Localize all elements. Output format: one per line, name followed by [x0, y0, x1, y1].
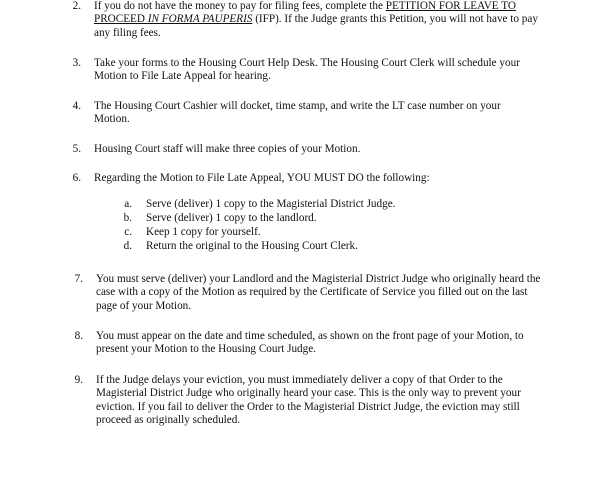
- item-text: [94, 0, 539, 40]
- sub-list-item: [0, 198, 612, 212]
- item-number: 5.: [72, 143, 81, 155]
- sub-item-letter: d.: [123, 240, 132, 252]
- item-text: The Housing Court Cashier will docket, time stamp, and write the LT case number on your Motion.: [94, 100, 501, 126]
- sub-item-letter: b.: [123, 212, 132, 224]
- item-number: 4.: [72, 100, 81, 112]
- item-text: Take your forms to the Housing Court Help Desk. The Housing Court Clerk will schedule your Motion to File Late Appeal for hearing.: [94, 57, 520, 83]
- sub-item-letter: c.: [124, 226, 132, 238]
- item-number: 6.: [72, 172, 81, 184]
- item-text: If the Judge delays your eviction, you must immediately deliver a copy of that Order to the Magisterial District Judge who originally heard your case. This is the only way to prevent your eviction. If you fail to deliver the Order to the Magisterial District Judge, the eviction may still proceed as originally scheduled.: [96, 374, 521, 427]
- item-text-part: If you do not have the money to pay for filing fees, complete the: [94, 0, 386, 12]
- item-text: You must appear on the date and time scheduled, as shown on the front page of your Motion, to present your Motion to the Housing Court Judge.: [96, 330, 524, 356]
- item-text-part: (IFP). If the Judge grants this Petition, you will not have to pay any filing fees.: [94, 13, 538, 39]
- item-text: Housing Court staff will make three copies of your Motion.: [94, 143, 361, 155]
- item-number: 9.: [74, 374, 83, 386]
- item-text: You must serve (deliver) your Landlord and the Magisterial District Judge who originally heard the case with a copy of the Motion as required by the Certificate of Service you filled out on the last page of your Motion.: [96, 273, 541, 312]
- item-text: Regarding the Motion to File Late Appeal, YOU MUST DO the following:: [94, 172, 430, 184]
- sub-item-text: Serve (deliver) 1 copy to the Magisterial District Judge.: [146, 198, 396, 210]
- item-number: 3.: [72, 57, 81, 69]
- sub-item-text: Return the original to the Housing Court Clerk.: [146, 240, 358, 252]
- item-number: 2.: [72, 0, 81, 12]
- sub-list-item: [0, 212, 612, 226]
- item-number: 7.: [74, 273, 83, 285]
- sub-item-text: Serve (deliver) 1 copy to the landlord.: [146, 212, 317, 224]
- petition-link[interactable]: PETITION FOR LEAVE TO PROCEED: [94, 0, 516, 26]
- petition-link-latin[interactable]: IN FORMA PAUPERIS: [147, 13, 253, 26]
- item-number: 8.: [74, 330, 83, 342]
- sub-list-item: [0, 240, 612, 254]
- sub-item-text: Keep 1 copy for yourself.: [146, 226, 261, 238]
- sub-item-letter: a.: [124, 198, 132, 210]
- sub-list-item: [0, 226, 612, 240]
